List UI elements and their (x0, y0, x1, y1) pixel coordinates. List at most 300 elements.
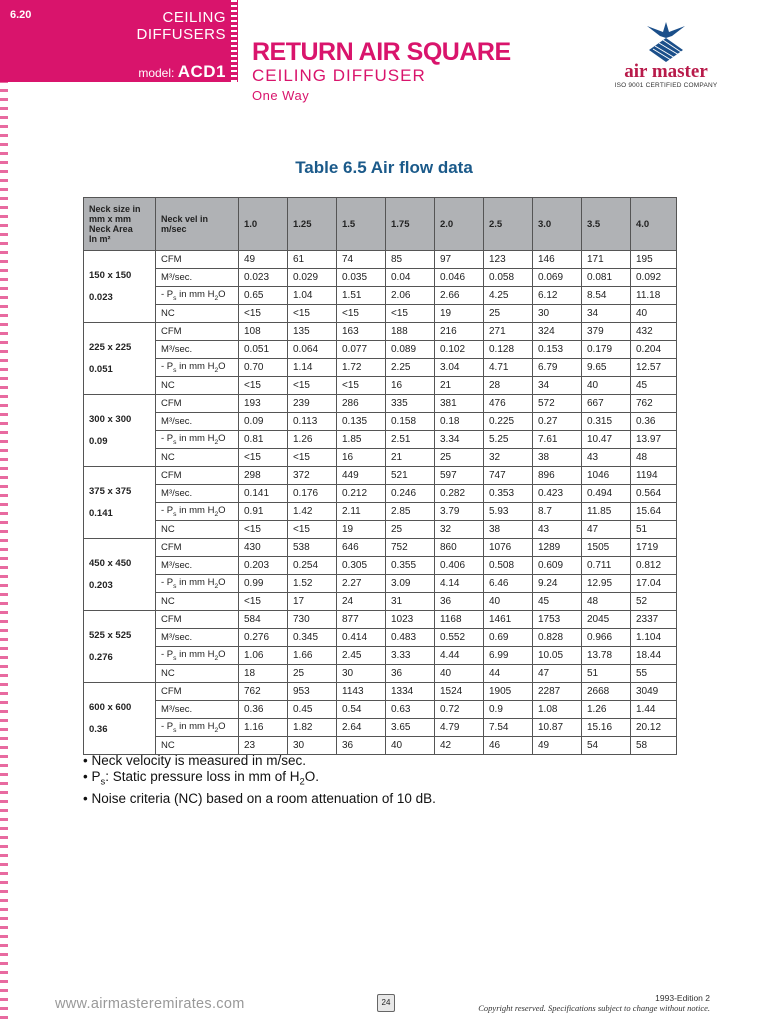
value-cell: 25 (288, 665, 337, 683)
parameter-text: s (173, 438, 177, 446)
value-cell: 0.406 (435, 557, 484, 575)
value-cell: 1168 (435, 611, 484, 629)
value-cell: 2.27 (337, 575, 386, 593)
value-cell: 953 (288, 683, 337, 701)
category-line-2: DIFFUSERS (136, 26, 226, 43)
value-cell: <15 (337, 377, 386, 395)
parameter-text: - P (161, 649, 174, 661)
eagle-logo-icon (645, 18, 687, 62)
value-cell: 335 (386, 395, 435, 413)
neck-size-value: 150 x 150 (89, 269, 132, 281)
parameter-label (156, 521, 239, 539)
value-cell: 7.61 (533, 431, 582, 449)
value-cell: 1.26 (582, 701, 631, 719)
value-cell: 0.9 (484, 701, 533, 719)
parameter-label (156, 359, 239, 377)
value-cell: 0.345 (288, 629, 337, 647)
table-row (84, 431, 677, 449)
value-cell: <15 (288, 305, 337, 323)
parameter-text: - P (161, 505, 174, 517)
value-cell: 2668 (582, 683, 631, 701)
table-row (84, 413, 677, 431)
page-variant: One Way (252, 88, 310, 103)
value-cell: 135 (288, 323, 337, 341)
value-cell: 1505 (582, 539, 631, 557)
value-cell: 0.153 (533, 341, 582, 359)
neck-area-value: 0.09 (89, 435, 108, 447)
value-cell: 0.051 (239, 341, 288, 359)
value-cell: 9.24 (533, 575, 582, 593)
value-cell: 646 (337, 539, 386, 557)
value-cell: 123 (484, 251, 533, 269)
parameter-text: NC (161, 380, 175, 391)
value-cell: 0.09 (239, 413, 288, 431)
value-cell: 10.87 (533, 719, 582, 737)
value-cell: 2.45 (337, 647, 386, 665)
table-row (84, 503, 677, 521)
parameter-label (156, 269, 239, 287)
neck-size-cell (84, 251, 156, 323)
table-row (84, 611, 677, 629)
value-cell: 171 (582, 251, 631, 269)
neck-area-value: 0.051 (89, 363, 113, 375)
neck-size-cell (84, 683, 156, 755)
table-row (84, 269, 677, 287)
value-cell: 762 (239, 683, 288, 701)
value-cell: 16 (337, 449, 386, 467)
header-stripe (231, 0, 237, 82)
value-cell: 6.46 (484, 575, 533, 593)
value-cell: 25 (435, 449, 484, 467)
value-cell: 372 (288, 467, 337, 485)
parameter-label (156, 611, 239, 629)
value-cell: 49 (533, 737, 582, 755)
value-cell: 1023 (386, 611, 435, 629)
neck-area-value: 0.141 (89, 507, 113, 519)
table-row (84, 377, 677, 395)
parameter-label (156, 629, 239, 647)
value-cell: 0.046 (435, 269, 484, 287)
value-cell: <15 (239, 377, 288, 395)
header-velocity: 3.0 (533, 198, 582, 251)
table-row (84, 647, 677, 665)
value-cell: 0.246 (386, 485, 435, 503)
neck-size-cell (84, 467, 156, 539)
parameter-label (156, 431, 239, 449)
parameter-text: O (218, 577, 226, 589)
header-velocity: 1.5 (337, 198, 386, 251)
value-cell: 38 (484, 521, 533, 539)
value-cell: 2.11 (337, 503, 386, 521)
value-cell: 1.44 (631, 701, 677, 719)
value-cell: 1.85 (337, 431, 386, 449)
value-cell: 43 (582, 449, 631, 467)
table-row (84, 449, 677, 467)
value-cell: 40 (435, 665, 484, 683)
value-cell: 476 (484, 395, 533, 413)
header-velocity: 1.0 (239, 198, 288, 251)
value-cell: 9.65 (582, 359, 631, 377)
table-row (84, 341, 677, 359)
parameter-text: in mm H (176, 505, 215, 517)
value-cell: 47 (582, 521, 631, 539)
value-cell: 1753 (533, 611, 582, 629)
value-cell: 0.27 (533, 413, 582, 431)
parameter-label (156, 665, 239, 683)
value-cell: 45 (631, 377, 677, 395)
parameter-label (156, 539, 239, 557)
value-cell: 19 (337, 521, 386, 539)
value-cell: 3.79 (435, 503, 484, 521)
parameter-text: CFM (161, 686, 182, 697)
parameter-text: s (173, 510, 177, 518)
value-cell: <15 (288, 449, 337, 467)
value-cell: 0.023 (239, 269, 288, 287)
website-link[interactable]: www.airmasteremirates.com (55, 996, 245, 1012)
value-cell: 0.54 (337, 701, 386, 719)
value-cell: 1.66 (288, 647, 337, 665)
value-cell: 1046 (582, 467, 631, 485)
value-cell: 0.91 (239, 503, 288, 521)
parameter-text: 2 (214, 726, 219, 734)
value-cell: 52 (631, 593, 677, 611)
value-cell: 24 (337, 593, 386, 611)
value-cell: 216 (435, 323, 484, 341)
value-cell: 0.035 (337, 269, 386, 287)
neck-size-cell (84, 539, 156, 611)
parameter-label (156, 377, 239, 395)
table-row (84, 305, 677, 323)
value-cell: 0.81 (239, 431, 288, 449)
value-cell: 2.66 (435, 287, 484, 305)
parameter-text: CFM (161, 542, 182, 553)
value-cell: 0.711 (582, 557, 631, 575)
header-velocity: 1.75 (386, 198, 435, 251)
value-cell: 61 (288, 251, 337, 269)
value-cell: 8.7 (533, 503, 582, 521)
value-cell: 1905 (484, 683, 533, 701)
copyright-notice: Copyright reserved. Specifications subject to change without notice. (478, 1003, 710, 1013)
value-cell: 1.104 (631, 629, 677, 647)
note-text: : Static pressure loss in mm of H (105, 769, 300, 784)
value-cell: 271 (484, 323, 533, 341)
value-cell: 4.71 (484, 359, 533, 377)
header-neck-line: Neck size in (89, 204, 141, 214)
value-cell: 0.212 (337, 485, 386, 503)
value-cell: 18.44 (631, 647, 677, 665)
value-cell: 17.04 (631, 575, 677, 593)
parameter-text: 2 (214, 510, 219, 518)
value-cell: 38 (533, 449, 582, 467)
value-cell: 747 (484, 467, 533, 485)
value-cell: 379 (582, 323, 631, 341)
value-cell: 48 (631, 449, 677, 467)
value-cell: 51 (582, 665, 631, 683)
value-cell: 34 (582, 305, 631, 323)
header-velocity: 4.0 (631, 198, 677, 251)
value-cell: 0.552 (435, 629, 484, 647)
parameter-text: 2 (214, 438, 219, 446)
parameter-text: CFM (161, 254, 182, 265)
parameter-text: M³/sec. (161, 416, 193, 427)
parameter-text: s (173, 582, 177, 590)
value-cell: 1.52 (288, 575, 337, 593)
value-cell: 0.176 (288, 485, 337, 503)
value-cell: 163 (337, 323, 386, 341)
note-velocity: • Neck velocity is measured in m/sec. (83, 753, 307, 768)
table-row (84, 629, 677, 647)
value-cell: 0.069 (533, 269, 582, 287)
value-cell: 2337 (631, 611, 677, 629)
value-cell: 0.077 (337, 341, 386, 359)
parameter-label (156, 395, 239, 413)
value-cell: 30 (533, 305, 582, 323)
value-cell: 20.12 (631, 719, 677, 737)
value-cell: 0.135 (337, 413, 386, 431)
parameter-text: CFM (161, 398, 182, 409)
value-cell: 21 (386, 449, 435, 467)
value-cell: 0.36 (239, 701, 288, 719)
parameter-text: NC (161, 596, 175, 607)
table-row (84, 521, 677, 539)
value-cell: 97 (435, 251, 484, 269)
value-cell: 3.04 (435, 359, 484, 377)
value-cell: 47 (533, 665, 582, 683)
parameter-label (156, 341, 239, 359)
value-cell: 0.69 (484, 629, 533, 647)
value-cell: 11.85 (582, 503, 631, 521)
parameter-text: 2 (214, 366, 219, 374)
airflow-table (83, 197, 677, 755)
value-cell: 146 (533, 251, 582, 269)
table-row (84, 557, 677, 575)
parameter-text: in mm H (176, 361, 215, 373)
table-row (84, 683, 677, 701)
value-cell: 298 (239, 467, 288, 485)
parameter-text: - P (161, 433, 174, 445)
value-cell: 6.99 (484, 647, 533, 665)
value-cell: 0.423 (533, 485, 582, 503)
value-cell: 0.128 (484, 341, 533, 359)
parameter-text: in mm H (176, 649, 215, 661)
value-cell: 19 (435, 305, 484, 323)
neck-area-value: 0.023 (89, 291, 113, 303)
parameter-text: in mm H (176, 289, 215, 301)
value-cell: 13.78 (582, 647, 631, 665)
parameter-label (156, 719, 239, 737)
parameter-label (156, 701, 239, 719)
parameter-text: in mm H (176, 577, 215, 589)
value-cell: 584 (239, 611, 288, 629)
value-cell: 2.06 (386, 287, 435, 305)
table-row (84, 737, 677, 755)
value-cell: 0.225 (484, 413, 533, 431)
value-cell: 12.95 (582, 575, 631, 593)
parameter-text: s (173, 366, 177, 374)
value-cell: 0.276 (239, 629, 288, 647)
value-cell: <15 (386, 305, 435, 323)
value-cell: 597 (435, 467, 484, 485)
parameter-text: O (218, 289, 226, 301)
parameter-text: O (218, 505, 226, 517)
parameter-text: in mm H (176, 433, 215, 445)
value-cell: 85 (386, 251, 435, 269)
value-cell: 0.63 (386, 701, 435, 719)
value-cell: 0.812 (631, 557, 677, 575)
value-cell: 762 (631, 395, 677, 413)
parameter-text: - P (161, 577, 174, 589)
value-cell: 36 (435, 593, 484, 611)
value-cell: 23 (239, 737, 288, 755)
value-cell: 0.204 (631, 341, 677, 359)
value-cell: 11.18 (631, 287, 677, 305)
header-vel-line: m/sec (161, 224, 187, 234)
note-noise: • Noise criteria (NC) based on a room attenuation of 10 dB. (83, 790, 436, 806)
model-label (138, 62, 226, 82)
parameter-label (156, 647, 239, 665)
value-cell: 286 (337, 395, 386, 413)
parameter-label (156, 413, 239, 431)
header-neck-line: Neck Area (89, 224, 133, 234)
parameter-label (156, 593, 239, 611)
value-cell: 7.54 (484, 719, 533, 737)
value-cell: 10.05 (533, 647, 582, 665)
value-cell: 0.355 (386, 557, 435, 575)
value-cell: 40 (582, 377, 631, 395)
value-cell: 13.97 (631, 431, 677, 449)
parameter-label (156, 683, 239, 701)
value-cell: <15 (337, 305, 386, 323)
value-cell: 1.42 (288, 503, 337, 521)
table-row (84, 701, 677, 719)
company-logo (606, 18, 726, 98)
parameter-text: M³/sec. (161, 344, 193, 355)
parameter-label (156, 557, 239, 575)
parameter-text: NC (161, 452, 175, 463)
parameter-text: - P (161, 721, 174, 733)
value-cell: 1524 (435, 683, 484, 701)
value-cell: 43 (533, 521, 582, 539)
table-header-row (84, 198, 677, 251)
parameter-label (156, 323, 239, 341)
parameter-text: - P (161, 289, 174, 301)
value-cell: <15 (288, 521, 337, 539)
value-cell: 0.99 (239, 575, 288, 593)
value-cell: 0.203 (239, 557, 288, 575)
value-cell: 15.64 (631, 503, 677, 521)
value-cell: 25 (386, 521, 435, 539)
parameter-text: 2 (214, 582, 219, 590)
value-cell: 0.70 (239, 359, 288, 377)
value-cell: 3049 (631, 683, 677, 701)
parameter-label (156, 251, 239, 269)
parameter-text: NC (161, 668, 175, 679)
value-cell: 3.09 (386, 575, 435, 593)
table-row (84, 593, 677, 611)
neck-area-value: 0.36 (89, 723, 108, 735)
section-header-block (0, 0, 238, 82)
edition-label: 1993-Edition 2 (655, 993, 710, 1003)
header-velocity: 1.25 (288, 198, 337, 251)
parameter-text: s (173, 726, 177, 734)
value-cell: 0.179 (582, 341, 631, 359)
value-cell: 430 (239, 539, 288, 557)
parameter-label (156, 305, 239, 323)
note-sub: s (100, 776, 106, 788)
parameter-text: M³/sec. (161, 704, 193, 715)
value-cell: 49 (239, 251, 288, 269)
value-cell: 2287 (533, 683, 582, 701)
value-cell: 45 (533, 593, 582, 611)
value-cell: 1.82 (288, 719, 337, 737)
neck-size-cell (84, 323, 156, 395)
value-cell: 8.54 (582, 287, 631, 305)
page-section-number: 6.20 (10, 9, 32, 21)
parameter-text: M³/sec. (161, 560, 193, 571)
value-cell: 46 (484, 737, 533, 755)
value-cell: 30 (288, 737, 337, 755)
value-cell: 10.47 (582, 431, 631, 449)
value-cell: 0.282 (435, 485, 484, 503)
value-cell: 538 (288, 539, 337, 557)
neck-size-value: 600 x 600 (89, 701, 132, 713)
value-cell: 18 (239, 665, 288, 683)
value-cell: 4.14 (435, 575, 484, 593)
neck-size-value: 525 x 525 (89, 629, 132, 641)
neck-size-value: 450 x 450 (89, 557, 132, 569)
value-cell: 42 (435, 737, 484, 755)
value-cell: 0.353 (484, 485, 533, 503)
parameter-text: s (173, 294, 177, 302)
value-cell: 1.26 (288, 431, 337, 449)
neck-area-value: 0.203 (89, 579, 113, 591)
value-cell: 0.064 (288, 341, 337, 359)
value-cell: 1.51 (337, 287, 386, 305)
value-cell: 188 (386, 323, 435, 341)
value-cell: 0.18 (435, 413, 484, 431)
table-row (84, 719, 677, 737)
value-cell: 0.102 (435, 341, 484, 359)
value-cell: 36 (337, 737, 386, 755)
value-cell: 1.16 (239, 719, 288, 737)
parameter-text: 2 (214, 654, 219, 662)
table-row (84, 359, 677, 377)
parameter-text: M³/sec. (161, 272, 193, 283)
value-cell: 0.254 (288, 557, 337, 575)
table-row (84, 287, 677, 305)
page-number: 24 (377, 994, 395, 1012)
value-cell: 0.36 (631, 413, 677, 431)
parameter-text: 2 (214, 294, 219, 302)
value-cell: 1334 (386, 683, 435, 701)
parameter-text: M³/sec. (161, 488, 193, 499)
value-cell: 432 (631, 323, 677, 341)
parameter-text: O (218, 433, 226, 445)
table-row (84, 485, 677, 503)
value-cell: 0.72 (435, 701, 484, 719)
value-cell: 2.85 (386, 503, 435, 521)
parameter-label (156, 485, 239, 503)
parameter-label (156, 287, 239, 305)
value-cell: 1.14 (288, 359, 337, 377)
table-row (84, 467, 677, 485)
value-cell: 0.508 (484, 557, 533, 575)
neck-size-value: 225 x 225 (89, 341, 132, 353)
value-cell: 32 (435, 521, 484, 539)
value-cell: 1289 (533, 539, 582, 557)
value-cell: 12.57 (631, 359, 677, 377)
note-sub: 2 (299, 776, 305, 788)
